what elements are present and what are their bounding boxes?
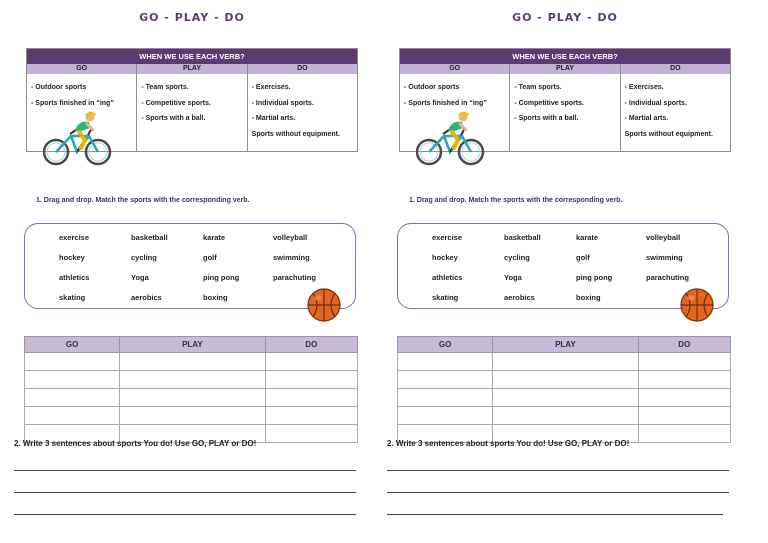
worksheet-right [387,0,727,543]
play-rule: - Competitive sports. [514,99,584,107]
play-rule: - Sports with a ball. [141,115,206,122]
do-rule: Sports without equipment. [251,130,340,138]
go-rule: - Outdoor sports [31,84,87,91]
drop-cell[interactable] [25,353,120,371]
draggable-word[interactable]: aerobics [504,293,535,302]
do-rule: - Martial arts. [624,115,669,122]
draggable-word[interactable]: exercise [432,233,463,242]
play-rules [509,74,619,151]
play-rule: - Competitive sports. [141,99,211,107]
drop-cell[interactable] [638,389,730,407]
word-bank [397,223,729,309]
draggable-word[interactable]: swimming [273,253,310,262]
drop-cell[interactable] [120,353,265,371]
writing-line[interactable] [387,492,729,493]
table-row [25,407,358,425]
draggable-word[interactable]: golf [576,253,590,262]
writing-line[interactable] [387,470,729,471]
drop-cell[interactable] [265,353,357,371]
rules-body [400,74,730,151]
answer-header-go: GO [25,337,120,353]
worksheet-title: GO - PLAY - DO [139,11,245,24]
drop-cell[interactable] [398,353,493,371]
answer-header-play: PLAY [120,337,265,353]
draggable-word[interactable]: golf [203,253,217,262]
drop-cell[interactable] [638,425,730,443]
instruction-1: 1. Drag and drop. Match the sports with the corresponding verb. [36,197,250,204]
rules-header: WHEN WE USE EACH VERB? [400,49,730,64]
draggable-word[interactable]: swimming [646,253,683,262]
draggable-word[interactable]: basketball [504,233,541,242]
rules-table [399,48,731,152]
writing-line[interactable] [14,514,356,515]
table-row [25,389,358,407]
drop-cell[interactable] [493,389,638,407]
table-row [398,407,731,425]
draggable-word[interactable]: hockey [432,253,458,262]
drop-cell[interactable] [25,371,120,389]
play-rule: - Sports with a ball. [514,115,579,122]
drop-cell[interactable] [25,389,120,407]
rules-table [26,48,358,152]
draggable-word[interactable]: volleyball [273,233,308,242]
draggable-word[interactable]: skating [59,293,86,302]
do-rule: - Individual sports. [624,99,687,107]
drop-cell[interactable] [120,371,265,389]
question-2: 2. Write 3 sentences about sports You do! Use GO, PLAY or DO! [14,439,257,448]
drop-cell[interactable] [398,371,493,389]
play-rule: - Team sports. [514,84,562,91]
do-rule: - Exercises. [251,84,291,91]
column-play: PLAY [509,64,619,74]
draggable-word[interactable]: volleyball [646,233,681,242]
instruction-1: 1. Drag and drop. Match the sports with the corresponding verb. [409,197,623,204]
drop-cell[interactable] [493,407,638,425]
do-rules [247,74,357,151]
draggable-word[interactable]: skating [432,293,459,302]
draggable-word[interactable]: exercise [59,233,90,242]
do-rule: - Martial arts. [251,115,296,122]
table-row [398,371,731,389]
drop-cell[interactable] [638,407,730,425]
draggable-word[interactable]: karate [203,233,226,242]
go-rule: - Outdoor sports [404,84,460,91]
word-bank [24,223,356,309]
column-go: GO [76,65,88,72]
draggable-word[interactable]: ping pong [203,273,240,282]
answer-table [24,336,358,443]
draggable-word[interactable]: Yoga [504,273,522,282]
writing-line[interactable] [387,514,723,515]
do-rule: - Exercises. [624,84,664,91]
basketball-icon [680,288,714,322]
draggable-word[interactable]: athletics [59,273,90,282]
draggable-word[interactable]: karate [576,233,599,242]
answer-header-do: DO [638,337,730,353]
go-rule: - Sports finished in “ing” [31,99,114,107]
do-rule: - Individual sports. [251,99,314,107]
table-row [25,353,358,371]
do-rule: Sports without equipment. [624,130,713,138]
worksheet-title: GO - PLAY - DO [512,11,618,24]
column-do: DO [247,64,357,74]
draggable-word[interactable]: aerobics [131,293,162,302]
draggable-word[interactable]: parachuting [646,273,689,282]
draggable-word[interactable]: parachuting [273,273,316,282]
worksheet-left [14,0,354,543]
drop-cell[interactable] [398,389,493,407]
writing-line[interactable] [14,470,356,471]
draggable-word[interactable]: basketball [131,233,168,242]
column-go: GO [449,65,461,72]
drop-cell[interactable] [25,407,120,425]
go-rules [400,74,509,151]
answer-header-do: DO [265,337,357,353]
drop-cell[interactable] [398,407,493,425]
drop-cell[interactable] [493,353,638,371]
draggable-word[interactable]: cycling [131,253,157,262]
table-row [398,389,731,407]
table-row [25,371,358,389]
draggable-word[interactable]: Yoga [131,273,149,282]
go-rules [27,74,136,151]
draggable-word[interactable]: athletics [432,273,463,282]
rules-header: WHEN WE USE EACH VERB? [27,49,357,64]
do-rules [620,74,730,151]
draggable-word[interactable]: cycling [504,253,530,262]
rules-column-headers [27,64,357,74]
draggable-word[interactable]: ping pong [576,273,613,282]
drop-cell[interactable] [120,407,265,425]
drop-cell[interactable] [638,371,730,389]
draggable-word[interactable]: hockey [59,253,85,262]
rules-body [27,74,357,151]
cyclist-illustration [43,108,113,166]
answer-header-go: GO [398,337,493,353]
draggable-word[interactable]: boxing [576,293,601,302]
rules-column-headers [400,64,730,74]
drop-cell[interactable] [265,389,357,407]
column-play: PLAY [136,64,246,74]
drop-cell[interactable] [120,389,265,407]
draggable-word[interactable]: boxing [203,293,228,302]
drop-cell[interactable] [265,371,357,389]
answer-table [397,336,731,443]
table-row [398,353,731,371]
answer-header-play: PLAY [493,337,638,353]
drop-cell[interactable] [493,371,638,389]
drop-cell[interactable] [265,425,357,443]
play-rules [136,74,246,151]
question-2: 2. Write 3 sentences about sports You do! Use GO, PLAY or DO! [387,439,630,448]
column-do: DO [620,64,730,74]
play-rule: - Team sports. [141,84,189,91]
writing-line[interactable] [14,492,356,493]
drop-cell[interactable] [265,407,357,425]
basketball-icon [307,288,341,322]
go-rule: - Sports finished in “ing” [404,99,487,107]
cyclist-illustration [416,108,486,166]
drop-cell[interactable] [638,353,730,371]
